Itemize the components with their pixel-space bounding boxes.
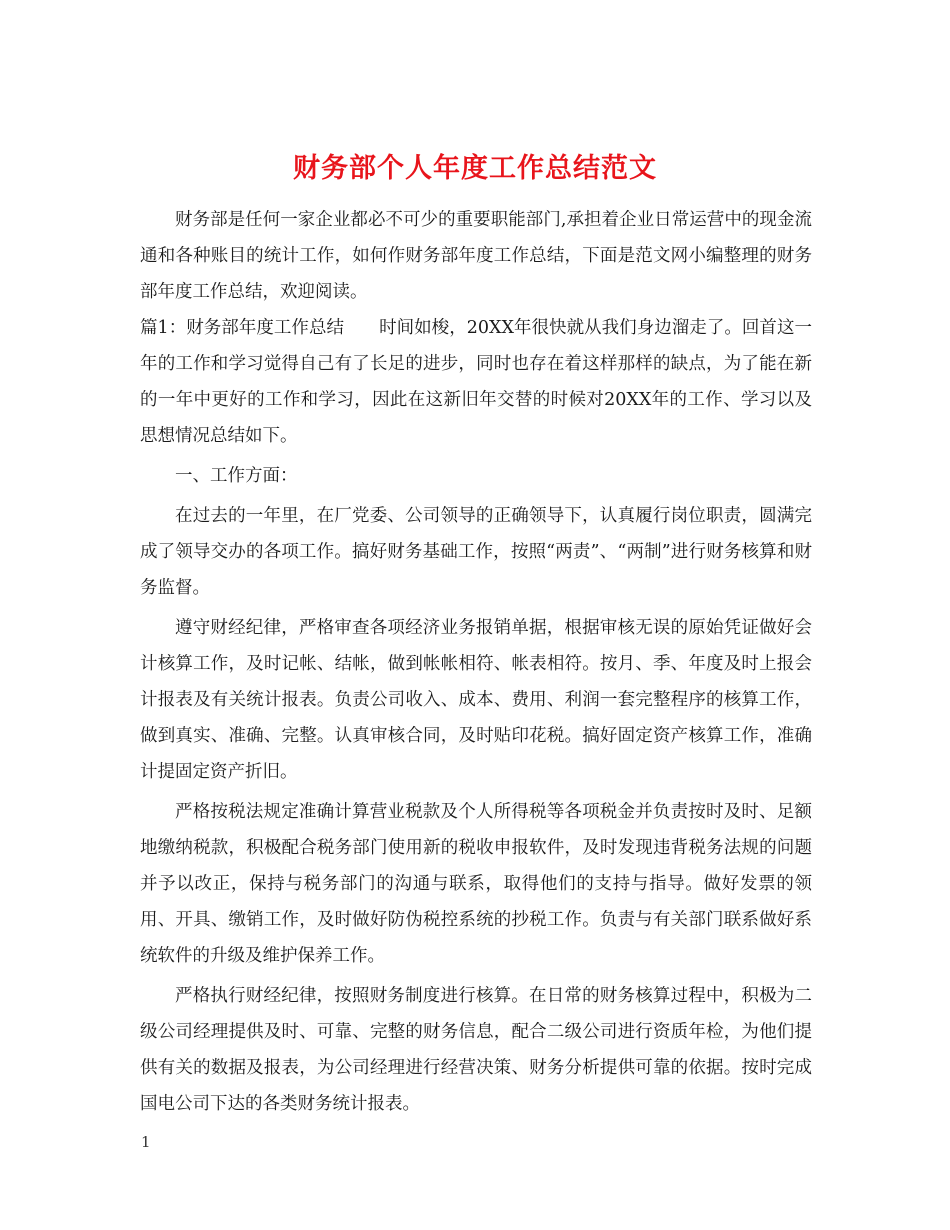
paragraph-work-4: 严格执行财经纪律，按照财务制度进行核算。在日常的财务核算过程中，积极为二级公司经理提供及时、可靠、完整的财务信息，配合二级公司进行资质年检，为他们提供有关的数据及报表，为公司经理进行经营决策、财务分析提供可靠的依据。按时完成国电公司下达的各类财务统计报表。: [140, 986, 812, 1114]
page-number: 1: [141, 1133, 151, 1151]
document-title: 财务部个人年度工作总结范文: [293, 153, 657, 185]
paragraph-section-1: 篇1：财务部年度工作总结 时间如梭，20XX年很快就从我们身边溜走了。回首这一年的工作和学习觉得自己有了长足的进步，同时也存在着这样那样的缺点，为了能在新的一年中更好的工作和学习，因此在这新旧年交替的时候对20XX年的工作、学习以及思想情况总结如下。: [140, 318, 812, 446]
paragraph-work-2: 遵守财经纪律，严格审查各项经济业务报销单据，根据审核无误的原始凭证做好会计核算工作，及时记帐、结帐，做到帐帐相符、帐表相符。按月、季、年度及时上报会计报表及有关统计报表。负责公司收入、成本、费用、利润一套完整程序的核算工作，做到真实、准确、完整。认真审核合同，及时贴印花税。搞好固定资产核算工作，准确计提固定资产折旧。: [140, 618, 812, 782]
paragraph-work-1: 在过去的一年里，在厂党委、公司领导的正确领导下，认真履行岗位职责，圆满完成了领导交办的各项工作。搞好财务基础工作，按照“两责”、“两制”进行财务核算和财务监督。: [140, 506, 812, 598]
paragraph-intro: 财务部是任何一家企业都必不可少的重要职能部门,承担着企业日常运营中的现金流通和各种账目的统计工作，如何作财务部年度工作总结，下面是范文网小编整理的财务部年度工作总结，欢迎阅读。: [140, 210, 812, 302]
paragraph-work-3: 严格按税法规定准确计算营业税款及个人所得税等各项税金并负责按时及时、足额地缴纳税款，积极配合税务部门使用新的税收申报软件，及时发现违背税务法规的问题并予以改正，保持与税务部门的沟通与联系，取得他们的支持与指导。做好发票的领用、开具、缴销工作，及时做好防伪税控系统的抄税工作。负责与有关部门联系做好系统软件的升级及维护保养工作。: [140, 802, 812, 966]
paragraph-heading-work: 一、工作方面：: [175, 466, 298, 486]
document-body: [140, 202, 812, 1122]
